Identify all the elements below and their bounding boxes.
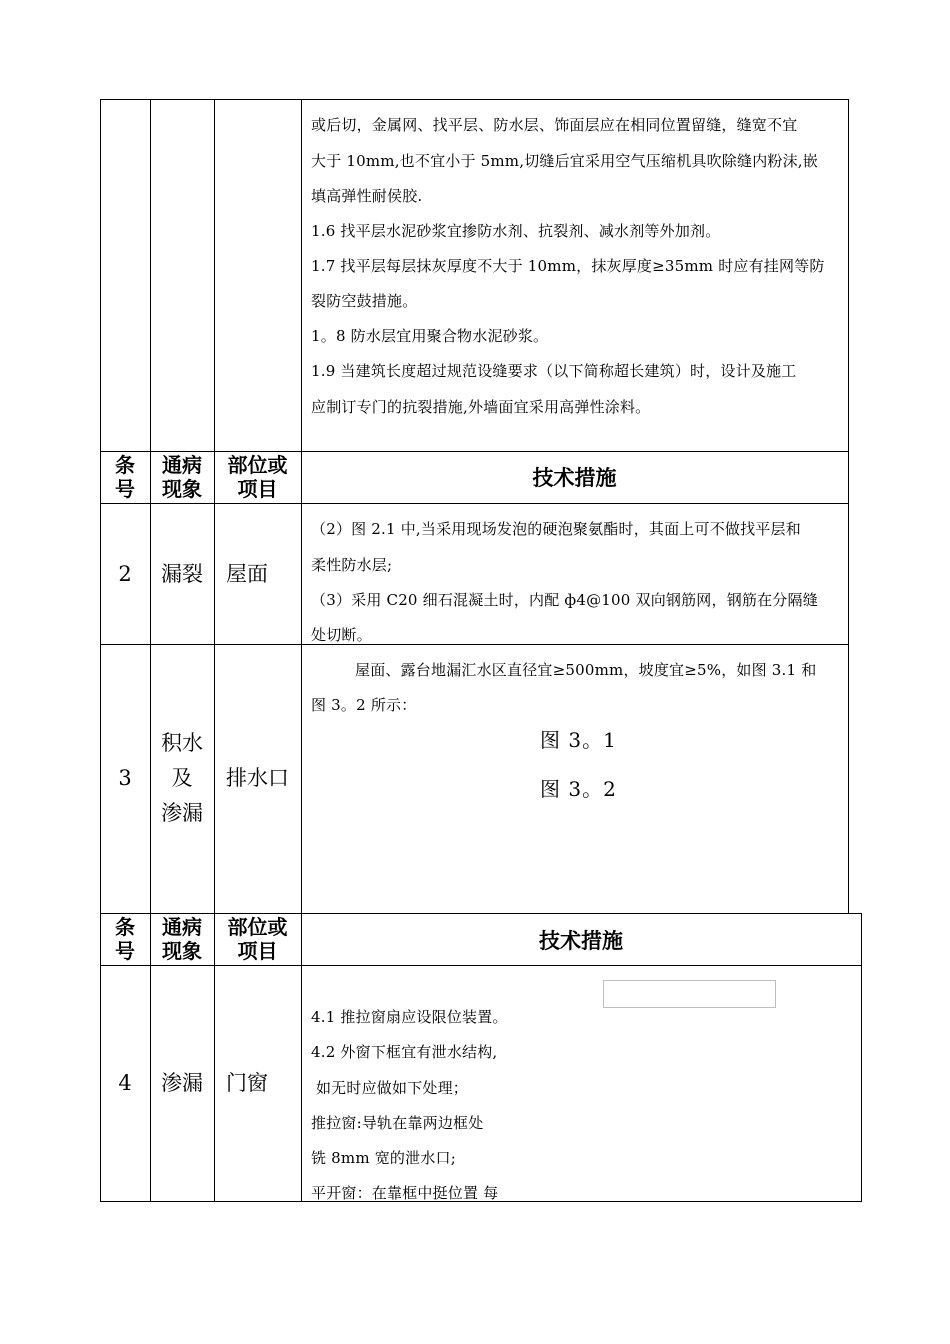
continuation-line: 1.7 找平层每层抹灰厚度不大于 10mm，抹灰厚度≥35mm 时应有挂网等防 — [311, 257, 825, 275]
header2-col-number-line1: 条 — [115, 915, 135, 939]
row4-line: 4.2 外窗下框宜有泄水结构, — [311, 1043, 498, 1061]
table1-row2-bottom-border — [100, 644, 849, 645]
header1-col-location — [214, 453, 301, 501]
header2-col-location-line1: 部位或 — [227, 915, 288, 939]
continuation-line: 1。8 防水层宜用聚合物水泥砂浆。 — [311, 327, 549, 345]
header2-col-location-line2: 项目 — [237, 939, 278, 963]
continuation-line: 大于 10mm,也不宜小于 5mm,切缝后宜采用空气压缩机具吹除缝内粉沫,嵌 — [311, 152, 818, 170]
row4-line: 平开窗：在靠框中挺位置 每 — [311, 1184, 499, 1202]
row2-phenomenon: 漏裂 — [161, 562, 203, 586]
row4-phenomenon: 渗漏 — [161, 1071, 203, 1095]
table1-right-border — [848, 99, 849, 914]
row2-line: 处切断。 — [311, 626, 372, 644]
table1-header-top-border — [100, 451, 849, 452]
continuation-line: 应制订专门的抗裂措施,外墙面宜采用高弹性涂料。 — [311, 398, 651, 416]
row2-line: （2）图 2.1 中,当采用现场发泡的硬泡聚氨酯时，其面上可不做找平层和 — [311, 520, 801, 538]
row3-phenomenon-line1: 积水 — [161, 731, 203, 755]
header1-col-number-line1: 条 — [115, 453, 135, 477]
row3-number: 3 — [118, 766, 132, 790]
row2-line: （3）采用 C20 细石混凝土时，内配 ф4@100 双向钢筋网，钢筋在分隔缝 — [311, 591, 818, 609]
header1-col-location-line2: 项目 — [237, 477, 278, 501]
row3-figure-caption-1: 图 3。1 — [540, 728, 617, 752]
header1-col-measures: 技术措施 — [532, 466, 617, 490]
header1-col-phenomenon-line1: 通病 — [162, 453, 202, 477]
continuation-line: 1.6 找平层水泥砂浆宜掺防水剂、抗裂剂、减水剂等外加剂。 — [311, 222, 721, 240]
row4-number: 4 — [118, 1071, 132, 1095]
header1-col-number — [100, 453, 150, 501]
header1-col-location-line1: 部位或 — [227, 453, 288, 477]
header2-col-measures: 技术措施 — [539, 929, 623, 953]
row4-line: 如无时应做如下处理； — [311, 1079, 468, 1097]
table2-right-border — [861, 913, 862, 1202]
header2-col-number — [100, 915, 150, 963]
header1-col-phenomenon — [150, 453, 214, 501]
row3-line: 图 3。2 所示： — [311, 696, 417, 714]
header2-col-phenomenon-line2: 现象 — [162, 939, 202, 963]
row3-figure-caption-2: 图 3。2 — [540, 777, 617, 801]
row3-phenomenon-line2: 及 — [171, 766, 193, 790]
row3-line: 屋面、露台地漏汇水区直径宜≥500mm，坡度宜≥5%，如图 3.1 和 — [355, 661, 817, 679]
row2-number: 2 — [118, 562, 132, 586]
header2-col-number-line2: 号 — [115, 939, 135, 963]
row4-location: 门窗 — [226, 1071, 268, 1095]
continuation-line: 1.9 当建筑长度超过规范设缝要求（以下简称超长建筑）时，设计及施工 — [311, 362, 797, 380]
header1-col-phenomenon-line2: 现象 — [162, 477, 202, 501]
row4-line: 4.1 推拉窗扇应设限位装置。 — [311, 1008, 508, 1026]
table1-top-border — [100, 99, 849, 100]
row3-location: 排水口 — [226, 766, 289, 790]
continuation-line: 填高弹性耐侯胶. — [311, 187, 423, 205]
figure-placeholder-box — [603, 980, 776, 1008]
continuation-line: 或后切，金属网、找平层、防水层、饰面层应在相同位置留缝，缝宽不宜 — [311, 116, 798, 134]
row4-line: 推拉窗:导轨在靠两边框处 — [311, 1114, 484, 1132]
header2-col-location — [214, 915, 301, 963]
header2-col-phenomenon — [150, 915, 214, 963]
row2-line: 柔性防水层; — [311, 556, 393, 574]
table2-col3-divider — [301, 913, 302, 1202]
continuation-line: 裂防空鼓措施。 — [311, 292, 418, 310]
table1-col3-divider — [301, 99, 302, 914]
table1-header-bottom-border — [100, 503, 849, 504]
header2-col-phenomenon-line1: 通病 — [162, 915, 202, 939]
row2-location: 屋面 — [226, 562, 268, 586]
row3-phenomenon — [150, 726, 214, 831]
header1-col-number-line2: 号 — [115, 477, 135, 501]
row3-phenomenon-line3: 渗漏 — [161, 801, 203, 825]
row4-line: 铣 8mm 宽的泄水口; — [311, 1149, 456, 1167]
